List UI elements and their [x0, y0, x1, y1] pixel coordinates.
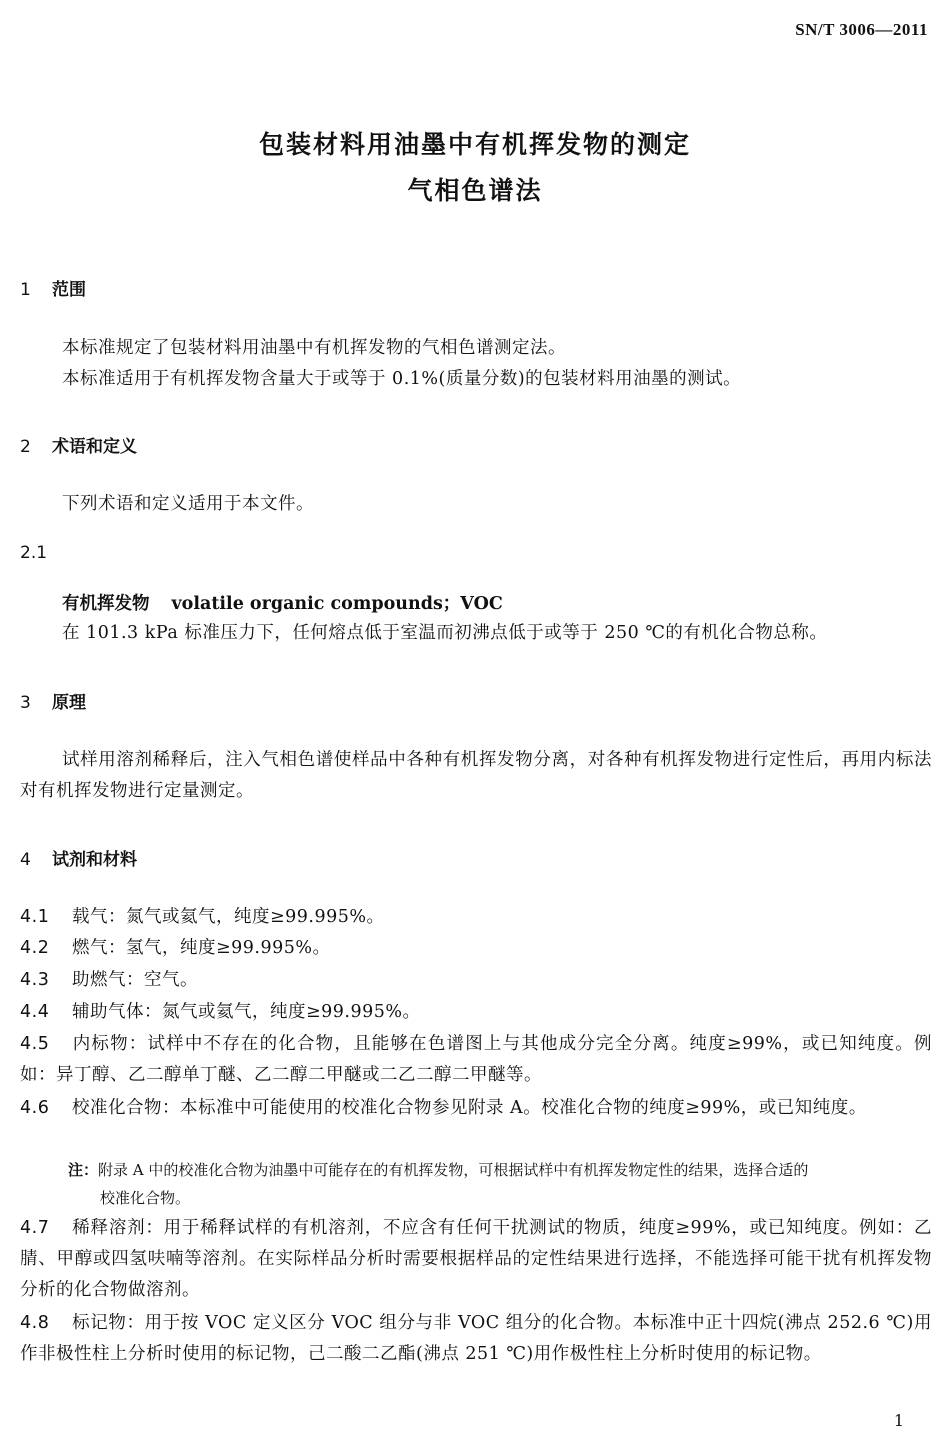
- terms-paragraph: 下列术语和定义适用于本文件。: [62, 494, 314, 514]
- subsection-number: 2.1: [20, 543, 48, 563]
- item-number: 4.4: [20, 1002, 50, 1022]
- reagent-item: [20, 1308, 932, 1370]
- item-number: 4.5: [20, 1034, 50, 1054]
- reagent-item: [20, 1093, 932, 1124]
- term-entry: [62, 590, 503, 615]
- document-title: 包装材料用油墨中有机挥发物的测定: [258, 130, 691, 159]
- section-title: 术语和定义: [52, 437, 137, 457]
- term-chinese: 有机挥发物: [62, 594, 150, 614]
- section-title: 试剂和材料: [52, 850, 137, 870]
- item-text: 稀释溶剂：用于稀释试样的有机溶剂，不应含有任何干扰测试的物质，纯度≥99%，或已知纯度。例如：乙腈、甲醇或四氢呋喃等溶剂。在实际样品分析时需要根据样品的定性结果进行选择，不能选择可能干扰有机挥发物分析的化合物做溶剂。: [20, 1218, 932, 1300]
- item-text: 辅助气体：氮气或氦气，纯度≥99.995%。: [72, 1002, 421, 1022]
- item-text: 内标物：试样中不存在的化合物，且能够在色谱图上与其他成分完全分离。纯度≥99%，或已知纯度。例如：异丁醇、乙二醇单丁醚、乙二醇二甲醚或二乙二醇二甲醚等。: [20, 1034, 932, 1085]
- item-number: 4.8: [20, 1313, 50, 1333]
- section-heading-terms: [20, 432, 137, 457]
- item-number: 4.2: [20, 938, 50, 958]
- item-number: 4.3: [20, 970, 50, 990]
- reagent-item: [20, 902, 932, 933]
- item-text: 载气：氮气或氦气，纯度≥99.995%。: [72, 907, 385, 927]
- item-text: 燃气：氢气，纯度≥99.995%。: [72, 938, 331, 958]
- term-definition: 在 101.3 kPa 标准压力下，任何熔点低于室温而初沸点低于或等于 250 ℃的有机化合物总称。: [62, 623, 828, 643]
- section-number: 1: [20, 280, 31, 300]
- item-text: 校准化合物：本标准中可能使用的校准化合物参见附录 A。校准化合物的纯度≥99%，或已知纯度。: [72, 1098, 867, 1118]
- section-heading-scope: [20, 275, 86, 300]
- item-text: 标记物：用于按 VOC 定义区分 VOC 组分与非 VOC 组分的化合物。本标准中正十四烷(沸点 252.6 ℃)用作非极性柱上分析时使用的标记物，己二酸二乙酯(沸点 251 ℃)用作极性柱上分析时使用的标记物。: [20, 1313, 932, 1364]
- reagent-item: [20, 1029, 932, 1091]
- note-text-continued: 校准化合物。: [100, 1189, 191, 1207]
- section-number: 4: [20, 850, 31, 870]
- section-title: 原理: [52, 693, 86, 713]
- reagent-item: [20, 1213, 932, 1306]
- page-number: 1: [893, 1411, 904, 1430]
- note-text: 附录 A 中的校准化合物为油墨中可能存在的有机挥发物，可根据试样中有机挥发物定性的结果，选择合适的: [98, 1161, 809, 1179]
- document-subtitle: 气相色谱法: [407, 176, 543, 205]
- section-heading-reagents: [20, 845, 137, 870]
- item-number: 4.6: [20, 1098, 50, 1118]
- item-number: 4.1: [20, 907, 50, 927]
- note: [68, 1156, 932, 1212]
- item-text: 助燃气：空气。: [72, 970, 198, 990]
- section-heading-principle: [20, 688, 86, 713]
- scope-paragraph-2: 本标准适用于有机挥发物含量大于或等于 0.1%(质量分数)的包装材料用油墨的测试。: [62, 369, 742, 389]
- standard-code: SN/T 3006—2011: [795, 20, 928, 39]
- term-english: volatile organic compounds；VOC: [171, 594, 503, 614]
- scope-paragraph-1: 本标准规定了包装材料用油墨中有机挥发物的气相色谱测定法。: [62, 338, 566, 358]
- note-label: 注：: [68, 1161, 99, 1179]
- item-number: 4.7: [20, 1218, 50, 1238]
- reagent-item: [20, 965, 932, 996]
- section-title: 范围: [52, 280, 86, 300]
- section-number: 2: [20, 437, 31, 457]
- section-number: 3: [20, 693, 31, 713]
- principle-paragraph: 试样用溶剂稀释后，注入气相色谱使样品中各种有机挥发物分离，对各种有机挥发物进行定性后，再用内标法对有机挥发物进行定量测定。: [20, 750, 932, 801]
- reagent-item: [20, 997, 932, 1028]
- reagent-item: [20, 933, 932, 964]
